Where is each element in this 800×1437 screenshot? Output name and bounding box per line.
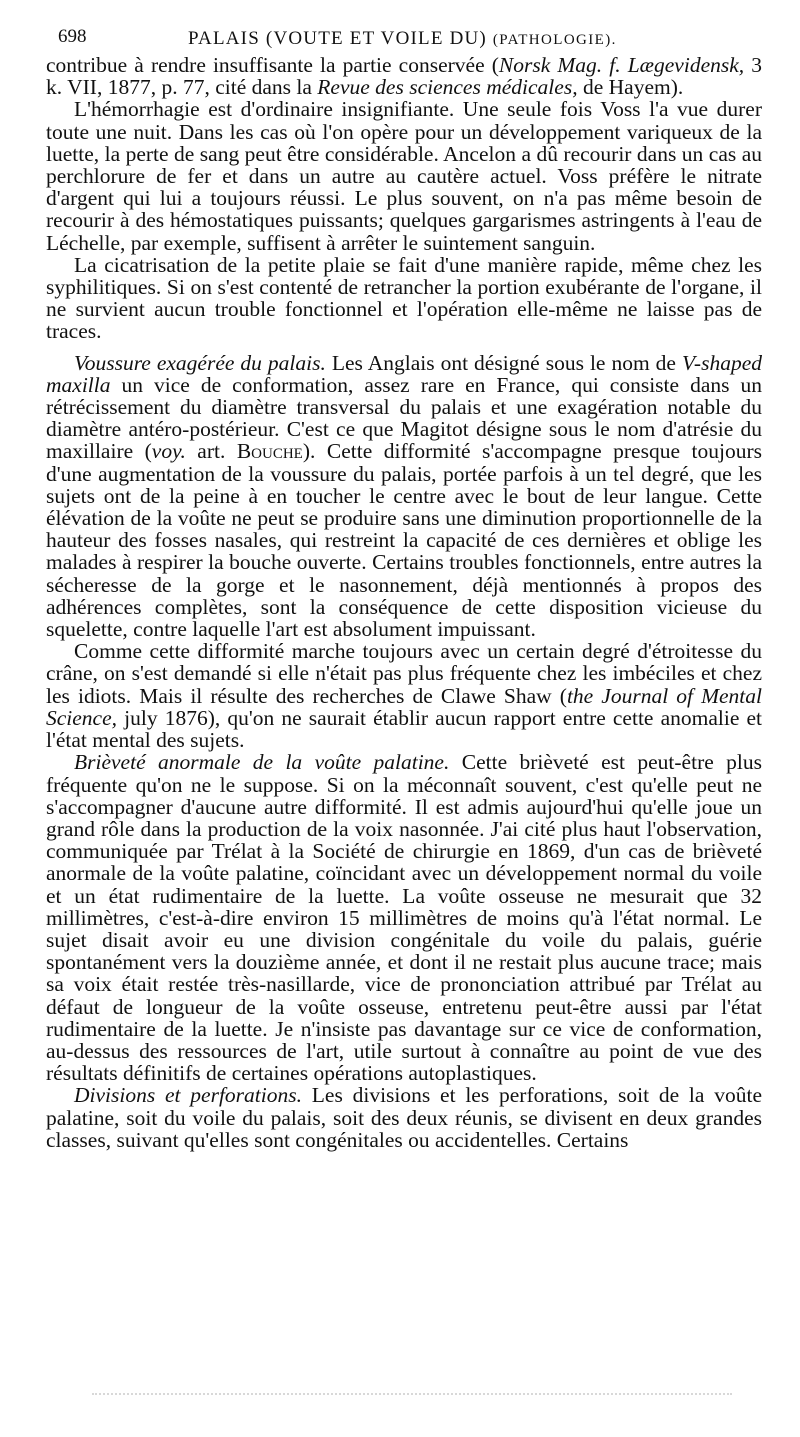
page-header (46, 18, 762, 54)
citation-review: Revue des sciences médicales, (317, 75, 578, 100)
page-number: 698 (58, 26, 87, 47)
paragraph-continuation (46, 54, 762, 98)
text-run: Les divisions et les perforations, soit de la voûte palatine, soit du voile du palais, soit des deux réunis, se divisent en deux grandes classes, suivant qu'elles sont congénitales ou accidentelles. Certains (46, 1083, 762, 1152)
cross-ref-bouche: Bouche (236, 439, 303, 464)
text-run: Les Anglais ont désigné sous le nom de (325, 350, 682, 375)
running-title (188, 28, 617, 50)
text-run: Comme cette difformité marche toujours avec un certain degré d'étroitesse du crâne, on s'est demandé si elle n'était pas plus fréquente chez les imbéciles et chez les idiots. Mais il résulte des recherches de Clawe Shaw ( (46, 639, 762, 708)
paragraph-crane (46, 640, 762, 751)
running-title-main: PALAIS (VOUTE ET VOILE DU) (188, 28, 487, 49)
citation-journal: Norsk Mag. f. Lægevidensk, (498, 53, 745, 77)
paragraph-hemorrhage: L'hémorrhagie est d'ordinaire insignifiante. Une seule fois Voss l'a vue durer toute une nuit. Dans les cas où l'on opère pour un développement variqueux de la luette, la perte de sang peut être considérable. Ancelon a dû recourir dans un cas au perchlorure de fer et dans un autre au cautère actuel. Voss préfère le nitrate d'argent qui lui a toujours réussi. Le plus souvent, on n'a pas même besoin de recourir à des hémostatiques puissants; quelques gargarismes astringents à l'eau de Léchelle, par exemple, suffisent à arrêter le suintement sanguin. (46, 97, 762, 255)
page-body (46, 54, 762, 1151)
citation-mental-science: the Journal of Mental Science, (46, 683, 763, 730)
text-run: ). Cette difformité s'accompagne presque toujours d'une augmentation de la voussure du palais, portée parfois à un tel degré, que les sujets ont de la peine à en toucher le centre avec le bout de leur langue. Cette élévation de la voûte ne peut se produire sans une diminution proportionnelle de la hauteur des fosses nasales, qui restreint la capacité de ces dernières et oblige les malades à respirer la bouche ouverte. Certains troubles fonctionnels, entre autres la sécheresse de la gorge et le nasonnement, déjà mentionnés à propos des adhérences complètes, sont la conséquence de cette disposition vicieuse du squelette, contre laquelle l'art est absolument impuissant. (46, 439, 762, 642)
term-v-shaped-maxilla: V-shaped maxilla (46, 350, 762, 397)
section-divisions (46, 1084, 762, 1151)
text-run: de Hayem). (577, 75, 684, 100)
text-run: july 1876), qu'on ne saurait établir aucun rapport entre cette anomalie et l'état mental des sujets. (46, 705, 762, 753)
section-voussure (46, 352, 762, 641)
text-run: art. (185, 439, 237, 464)
text-run: Cette brièveté est peut-être plus fréquente qu'on ne le suppose. Si on la méconnaît souvent, c'est qu'elle peut ne s'accompagner d'aucune autre difformité. Il est admis aujourd'hui qu'elle joue un grand rôle dans la production de la voix nasonnée. J'ai cité plus haut l'observation, communiquée par Trélat à la Société de chirurgie en 1869, d'un cas de brièveté anormale de la voûte palatine, coïncidant avec un développement normal du voile et un état rudimentaire de la luette. La voûte osseuse ne mesurait que 32 millimètres, c'est-à-dire environ 15 millimètres de moins qu'à l'état normal. Le sujet disait avoir eu une division congénitale du voile du palais, guérie spontanément vers la douzième année, et dont il ne restait plus aucune trace; mais sa voix était restée très-nasillarde, vice de prononciation attribué par Trélat au défaut de longueur de la voûte osseuse, entretenu peut-être aussi par l'état rudimentaire de la luette. Je n'insiste pas davantage sur ce vice de conformation, au-dessus des ressources de l'art, utile surtout à connaître au point de vue des résultats définitifs de certaines opérations autoplastiques. (46, 750, 762, 1086)
section-heading-divisions: Divisions et perforations. (74, 1083, 302, 1108)
section-brievete (46, 751, 762, 1084)
abbrev-voy: voy. (151, 439, 186, 464)
section-heading-brievete: Brièveté anormale de la voûte palatine. (74, 750, 450, 775)
text-run: un vice de conformation, assez rare en France, qui consiste dans un rétrécissement du diamètre transversal du palais et une exagération notable du diamètre antéro-postérieur. C'est ce que Magitot désigne sous le nom d'atrésie du maxillaire ( (46, 372, 762, 464)
text-run: 3 k. VII, 1877, p. 77, cité dans la (46, 53, 763, 100)
paragraph-cicatrisation: La cicatrisation de la petite plaie se fait d'une manière rapide, même chez les syphilitiques. Si on s'est contenté de retrancher la portion exubérante de l'organe, il ne survient aucun trouble fonctionnel et l'opération elle-même ne laisse pas de traces. (46, 252, 762, 344)
text-run: contribue à rendre insuffisante la partie conservée ( (46, 53, 499, 77)
section-heading-voussure: Voussure exagérée du palais. (74, 350, 326, 375)
book-page (46, 18, 762, 1151)
scan-artifact-line (92, 1393, 732, 1398)
running-title-subtitle: (PATHOLOGIE). (492, 32, 617, 48)
